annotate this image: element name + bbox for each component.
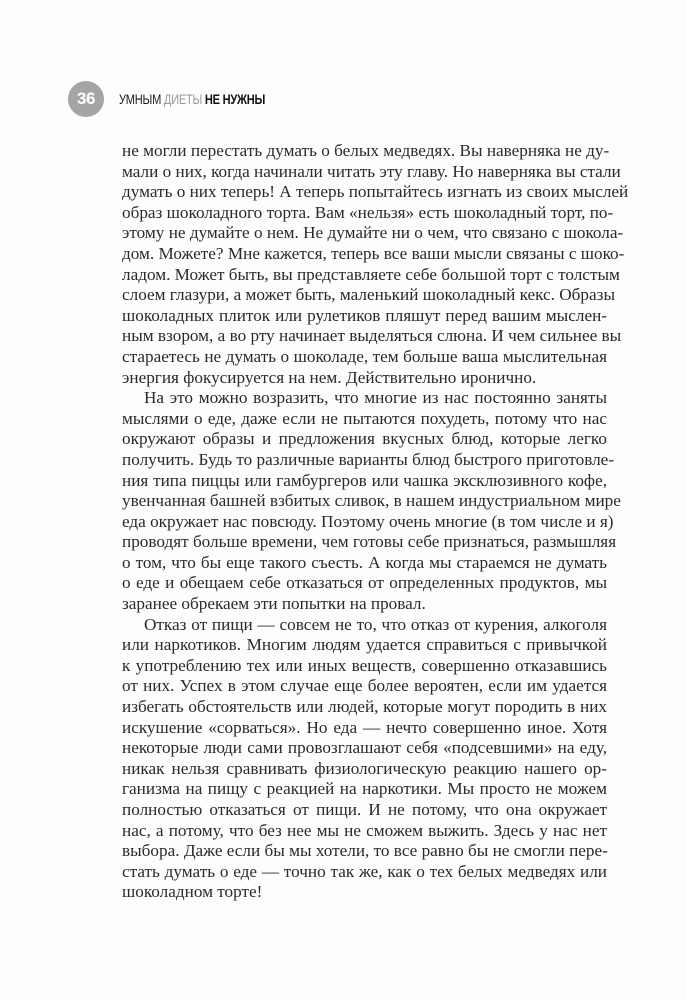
chapter-title [119,92,265,107]
text-line: никак нельзя сравнивать физиологическую реакцию нашего ор- [122,758,607,778]
text-line: или наркотиков. Многим людям удается справиться с привычкой [122,635,607,655]
text-line: ладом. Может быть, вы представляете себе большой торт с толстым [122,264,620,284]
text-line: искушение «сорваться». Но еда — нечто совершенно иное. Хотя [122,717,607,737]
text-line: полностью отказаться от пищи. И не потому, что она окружает [122,800,607,819]
text-line: проводят больше времени, чем готовы себе признаться, размышляя [122,532,617,552]
text-line: образ шоколадного торта. Вам «нельзя» есть шоколадный торт, по- [122,202,614,222]
text-line: стать думать о еде — точно так же, как о тех белых медведях или [122,861,607,881]
text-line: заранее обрекаем эти попытки на провал. [122,594,426,614]
text-line: о том, что бы еще такого съесть. А когда мы стараемся не думать [122,552,607,572]
text-line: слоем глазури, а может быть, маленький шоколадный кекс. Образы [122,285,615,305]
text-line: энергия фокусируется на нем. Действительно иронично. [122,367,537,387]
title-word-1: УМНЫМ [119,91,162,107]
text-line: избегать обстоятельств или людей, которые могут породить в них [122,697,607,717]
title-word-2: ДИЕТЫ [163,91,203,107]
text-line: мыслями о еде, даже если не пытаются похудеть, потому что нас [122,408,607,428]
text-line: дом. Можете? Мне кажется, теперь все ваши мысли связаны с шоко- [122,243,625,263]
paragraph-1 [122,141,629,388]
text-line: не могли перестать думать о белых медведях. Вы наверняка не ду- [122,141,610,160]
text-line: нас, а потому, что без нее мы не сможем выжить. Здесь у нас нет [122,820,607,840]
text-line: ным взором, а во рту начинает выделяться слюна. И чем сильнее вы [122,326,622,346]
text-line: На это можно возразить, что многие из нас постоянно заняты [144,388,607,408]
text-line: ганизма на пищу с реакцией на наркотики. Мы просто не можем [122,779,607,799]
text-line: стараетесь не думать о шоколаде, тем больше ваша мыслительная [122,346,607,366]
text-line: этому не думайте о нем. Не думайте ни о чем, что связано с шокола- [122,223,624,243]
text-line: шоколадном торте! [122,882,263,902]
text-line: шоколадных плиток или рулетиков пляшут перед вашим мыслен- [122,305,607,325]
paragraph-2 [122,388,621,615]
text-line: ния типа пиццы или гамбургеров или чашка эксклюзивного кофе, [122,470,607,490]
text-line: окружают образы и предложения вкусных блюд, которые легко [122,429,607,449]
page-number: 36 [77,89,95,108]
text-line: мали о них, когда начинали читать эту главу. Но наверняка вы стали [122,161,621,181]
text-line: о еде и обещаем себе отказаться от определенных продуктов, мы [122,573,607,593]
paragraph-3 [122,615,607,903]
text-line: от них. Успех в этом случае еще более вероятен, если им удается [122,676,607,696]
body-text [122,141,629,903]
page-number-badge [68,81,104,117]
text-line: Отказ от пищи — совсем не то, что отказ от курения, алкоголя [144,614,607,634]
text-line: выбора. Даже если бы мы хотели, то все равно бы не смогли пере- [122,841,608,861]
text-line: к употреблению тех или иных веществ, совершенно отказавшись [122,655,607,675]
text-line: получить. Будь то различные варианты блюд быстрого приготовле- [122,449,615,469]
text-line: увенчанная башней взбитых сливок, в нашем индустриальном мире [122,491,621,511]
text-line: некоторые люди сами провозглашают себя «подсевшими» на еду, [122,738,607,758]
text-line: еда окружает нас повсюду. Поэтому очень многие (в том числе и я) [122,511,614,531]
title-word-3: НЕ НУЖНЫ [204,91,266,107]
running-header [68,81,297,117]
text-line: думать о них теперь! А теперь попытайтесь изгнать из своих мыслей [122,182,629,202]
